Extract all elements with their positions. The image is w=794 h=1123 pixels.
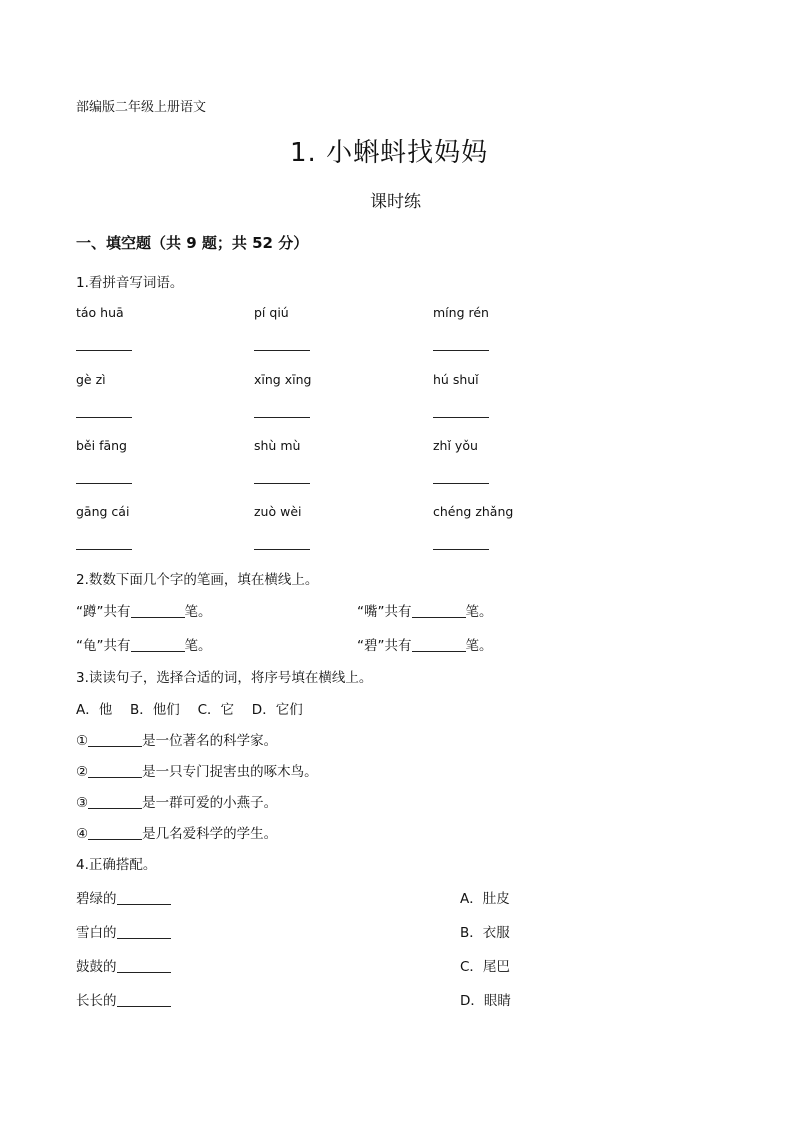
item-prefix: “嘴”共有 <box>357 604 412 620</box>
stroke-count-item <box>76 600 212 620</box>
match-word: 鼓鼓的 <box>76 959 117 975</box>
item-number: ③ <box>76 795 89 811</box>
pinyin-label: zhǐ yǒu <box>433 438 478 453</box>
answer-blank[interactable] <box>117 924 171 939</box>
answer-blank[interactable] <box>88 732 142 747</box>
answer-line[interactable] <box>76 350 132 351</box>
pinyin-label: xīng xīng <box>254 372 312 387</box>
answer-blank[interactable] <box>88 794 142 809</box>
match-left-item <box>76 887 171 907</box>
item-number: ④ <box>76 826 89 842</box>
answer-line[interactable] <box>76 549 132 550</box>
answer-line[interactable] <box>254 417 310 418</box>
answer-line[interactable] <box>76 417 132 418</box>
match-word: 长长的 <box>76 993 117 1009</box>
fill-sentence <box>76 822 277 842</box>
match-left-item <box>76 989 171 1009</box>
answer-blank[interactable] <box>88 763 142 778</box>
item-suffix: 笔。 <box>465 604 493 620</box>
item-prefix: “蹲”共有 <box>76 604 131 620</box>
stroke-count-item <box>357 600 493 620</box>
fill-sentence <box>76 791 277 811</box>
pinyin-label: gè zì <box>76 372 106 387</box>
item-number: ① <box>76 733 89 749</box>
match-right-item: D．眼睛 <box>460 993 511 1009</box>
question-3-options: A．他 B．他们 C．它 D．它们 <box>76 702 303 718</box>
answer-line[interactable] <box>76 483 132 484</box>
answer-blank[interactable] <box>117 992 171 1007</box>
pinyin-label: gāng cái <box>76 504 130 519</box>
pinyin-label: shù mù <box>254 438 301 453</box>
answer-line[interactable] <box>433 417 489 418</box>
stroke-count-item <box>76 634 212 654</box>
match-word: 碧绿的 <box>76 891 117 907</box>
match-right-item: A．肚皮 <box>460 891 510 907</box>
item-suffix: 笔。 <box>184 638 212 654</box>
answer-blank[interactable] <box>117 890 171 905</box>
section-heading: 一、填空题（共 9 题；共 52 分） <box>76 234 309 252</box>
answer-line[interactable] <box>433 350 489 351</box>
pinyin-label: zuò wèi <box>254 504 302 519</box>
answer-line[interactable] <box>254 549 310 550</box>
pinyin-label: míng rén <box>433 305 489 320</box>
match-right-item: B．衣服 <box>460 925 510 941</box>
answer-blank[interactable] <box>131 603 185 618</box>
edition-label: 部编版二年级上册语文 <box>76 100 207 115</box>
item-suffix: 笔。 <box>184 604 212 620</box>
pinyin-label: táo huā <box>76 305 124 320</box>
match-right-item: C．尾巴 <box>460 959 510 975</box>
answer-blank[interactable] <box>412 637 466 652</box>
fill-sentence <box>76 760 318 780</box>
sentence-text: 是一群可爱的小燕子。 <box>142 795 278 811</box>
item-number: ② <box>76 764 89 780</box>
answer-line[interactable] <box>254 483 310 484</box>
sentence-text: 是几名爱科学的学生。 <box>142 826 278 842</box>
fill-sentence <box>76 729 277 749</box>
page-subtitle: 课时练 <box>370 192 421 212</box>
answer-line[interactable] <box>433 483 489 484</box>
answer-blank[interactable] <box>131 637 185 652</box>
match-left-item <box>76 921 171 941</box>
pinyin-label: chéng zhǎng <box>433 504 514 519</box>
answer-blank[interactable] <box>412 603 466 618</box>
match-left-item <box>76 955 171 975</box>
pinyin-label: hú shuǐ <box>433 372 479 387</box>
stroke-count-item <box>357 634 493 654</box>
item-suffix: 笔。 <box>465 638 493 654</box>
answer-line[interactable] <box>433 549 489 550</box>
question-1-prompt: 1.看拼音写词语。 <box>76 275 184 291</box>
page-title: 1. 小蝌蚪找妈妈 <box>290 138 489 168</box>
question-3-prompt: 3.读读句子，选择合适的词，将序号填在横线上。 <box>76 670 373 686</box>
question-4-prompt: 4.正确搭配。 <box>76 857 157 873</box>
sentence-text: 是一位著名的科学家。 <box>142 733 278 749</box>
pinyin-label: běi fāng <box>76 438 127 453</box>
item-prefix: “龟”共有 <box>76 638 131 654</box>
sentence-text: 是一只专门捉害虫的啄木鸟。 <box>142 764 318 780</box>
answer-blank[interactable] <box>117 958 171 973</box>
question-2-prompt: 2.数数下面几个字的笔画，填在横线上。 <box>76 572 319 588</box>
match-word: 雪白的 <box>76 925 117 941</box>
item-prefix: “碧”共有 <box>357 638 412 654</box>
answer-blank[interactable] <box>88 825 142 840</box>
pinyin-label: pí qiú <box>254 305 289 320</box>
answer-line[interactable] <box>254 350 310 351</box>
